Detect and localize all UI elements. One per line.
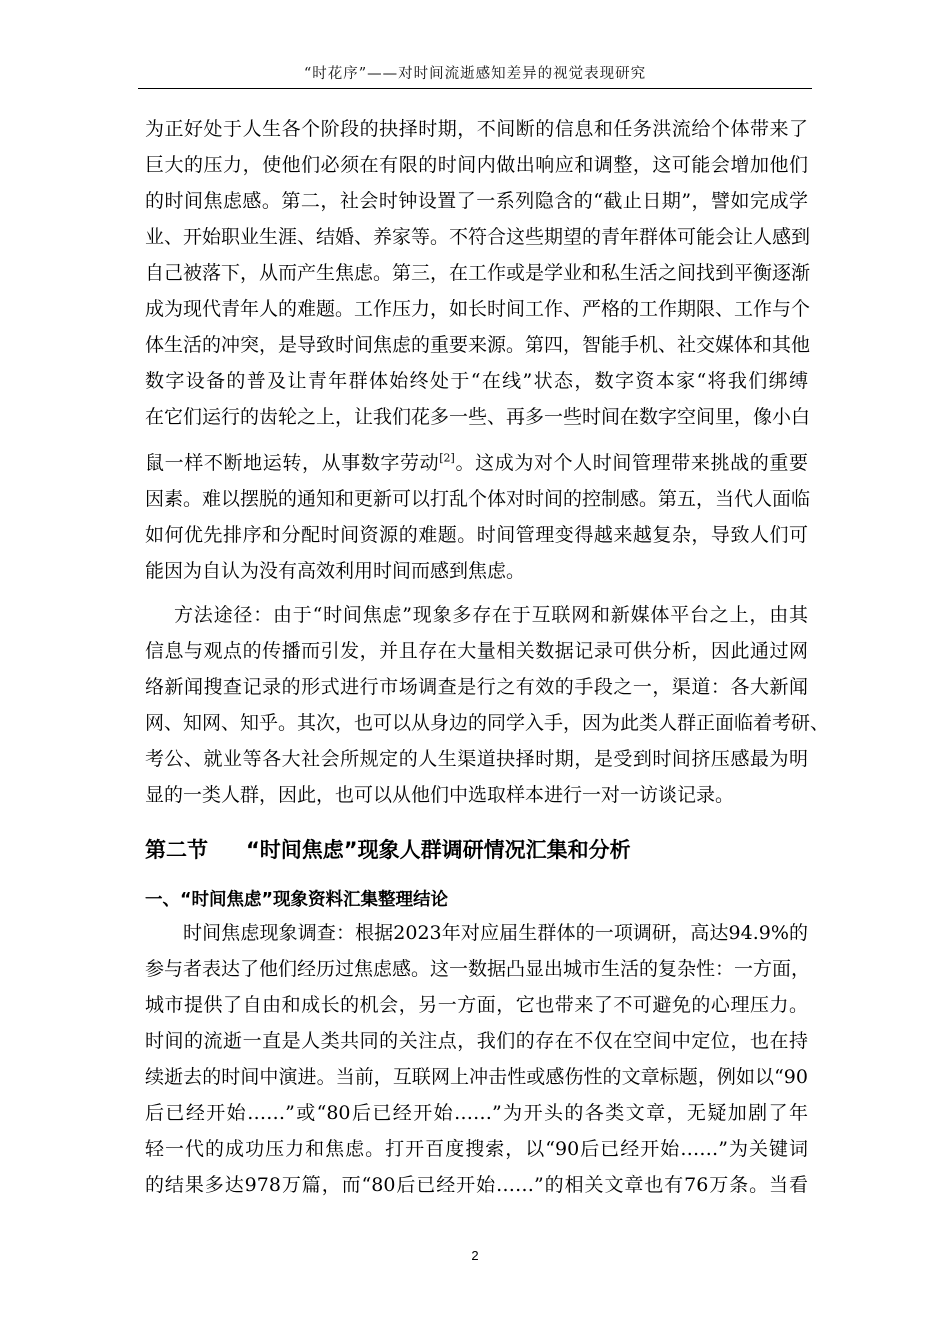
body-line: 业、开始职业生涯、结婚、养家等。不符合这些期望的青年群体可能会让人感到	[145, 226, 811, 248]
body-line: 体生活的冲突，是导致时间焦虑的重要来源。第四，智能手机、社交媒体和其他	[145, 334, 811, 356]
citation-ref: [2]	[439, 451, 455, 465]
header-rule	[138, 88, 812, 89]
body-line: 如何优先排序和分配时间资源的难题。时间管理变得越来越复杂，导致人们可	[145, 524, 808, 546]
body-line: 时间的流逝一直是人类共同的关注点，我们的存在不仅在空间中定位，也在持	[145, 1030, 808, 1052]
body-line: 的时间焦虑感。第二，社会时钟设置了一系列隐含的“截止日期”，譬如完成学	[145, 190, 808, 212]
section-number: 第二节	[145, 838, 208, 862]
body-line: 因素。难以摆脱的通知和更新可以打乱个体对时间的控制感。第五，当代人面临	[145, 488, 811, 510]
body-line: 在它们运行的齿轮之上，让我们花多一些、再多一些时间在数字空间里，像小白	[145, 406, 811, 428]
body-line: 显的一类人群，因此，也可以从他们中选取样本进行一对一访谈记录。	[145, 784, 735, 806]
body-line: 城市提供了自由和成长的机会，另一方面，它也带来了不可避免的心理压力。	[145, 994, 808, 1016]
body-line: 参与者表达了他们经历过焦虑感。这一数据凸显出城市生活的复杂性：一方面，	[145, 958, 811, 980]
body-line: 络新闻搜查记录的形式进行市场调查是行之有效的手段之一，渠道：各大新闻	[145, 676, 808, 698]
body-line: 方法途径：由于“时间焦虑”现象多存在于互联网和新媒体平台之上，由其	[174, 604, 808, 626]
body-line: 成为现代青年人的难题。工作压力，如长时间工作、严格的工作期限、工作与个	[145, 298, 811, 320]
page-number: 2	[471, 1248, 479, 1263]
body-line: 数字设备的普及让青年群体始终处于“在线”状态，数字资本家“将我们绑缚	[145, 370, 808, 392]
body-line-with-citation	[145, 452, 808, 474]
body-line: 考公、就业等各大社会所规定的人生渠道抉择时期，是受到时间挤压感最为明	[145, 748, 808, 770]
body-line: 巨大的压力，使他们必须在有限的时间内做出响应和调整，这可能会增加他们	[145, 154, 808, 176]
section-title: “时间焦虑”现象人群调研情况汇集和分析	[246, 838, 631, 862]
body-line: 后已经开始……”或“80后已经开始……”为开头的各类文章，无疑加剧了年	[145, 1102, 808, 1124]
body-line: 的结果多达978万篇，而“80后已经开始……”的相关文章也有76万条。当看	[145, 1174, 808, 1196]
body-line: 时间焦虑现象调查：根据2023年对应届生群体的一项调研，高达94.9%的	[183, 922, 808, 944]
body-text: 鼠一样不断地运转，从事数字劳动	[145, 452, 440, 474]
body-line: 信息与观点的传播而引发，并且存在大量相关数据记录可供分析，因此通过网	[145, 640, 808, 662]
body-line: 能因为自认为没有高效利用时间而感到焦虑。	[145, 560, 526, 582]
body-line: 轻一代的成功压力和焦虑。打开百度搜索，以“90后已经开始……”为关键词	[145, 1138, 808, 1160]
section-heading	[145, 834, 631, 864]
body-line: 续逝去的时间中演进。当前，互联网上冲击性或感伤性的文章标题，例如以“90	[145, 1066, 808, 1088]
subsection-heading: 一、“时间焦虑”现象资料汇集整理结论	[145, 890, 449, 910]
body-text: 。这成为对个人时间管理带来挑战的重要	[454, 452, 808, 474]
body-line: 为正好处于人生各个阶段的抉择时期，不间断的信息和任务洪流给个体带来了	[145, 118, 808, 140]
body-line: 自己被落下，从而产生焦虑。第三，在工作或是学业和私生活之间找到平衡逐渐	[145, 262, 811, 284]
body-line: 网、知网、知乎。其次，也可以从身边的同学入手，因为此类人群正面临着考研、	[145, 712, 830, 734]
running-header: “时花序”——对时间流逝感知差异的视觉表现研究	[303, 66, 647, 82]
